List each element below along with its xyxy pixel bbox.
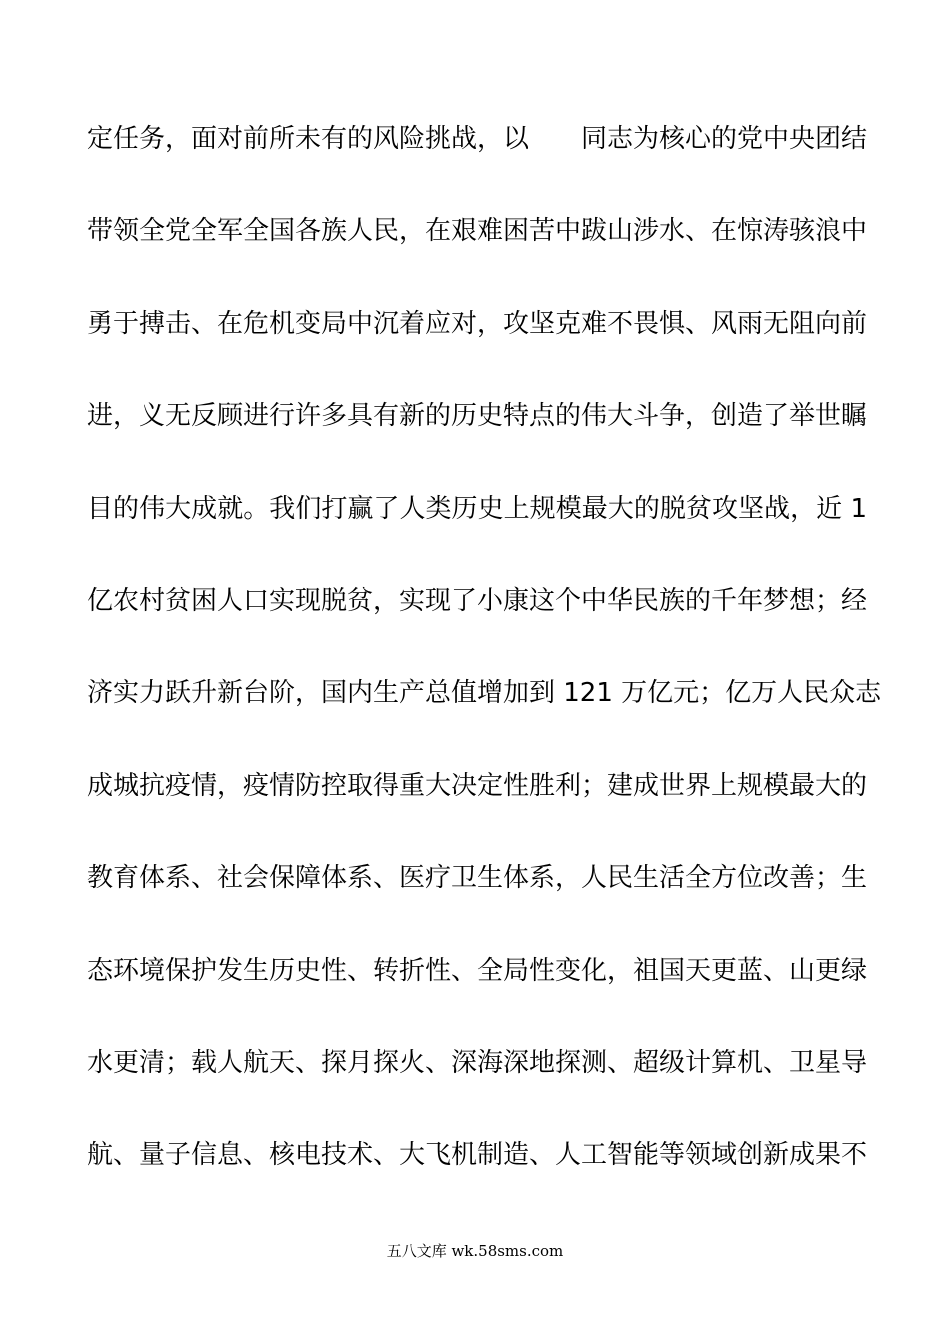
text-line: 水更清；载人航天、探月探火、深海深地探测、超级计算机、卫星导 <box>87 1047 868 1078</box>
text-line: 定任务，面对前所未有的风险挑战，以 同志为核心的党中央团结 <box>87 124 868 154</box>
text-line: 航、量子信息、核电技术、大飞机制造、人工智能等领域创新成果不 <box>87 1140 868 1171</box>
body-text <box>87 108 882 1217</box>
text-line: 态环境保护发生历史性、转折性、全局性变化，祖国天更蓝、山更绿 <box>87 955 868 986</box>
text-line: 勇于搏击、在危机变局中沉着应对，攻坚克难不畏惧、风雨无阻向前 <box>87 308 868 339</box>
text-line: 目的伟大成就。我们打赢了人类历史上规模最大的脱贫攻坚战，近 1 <box>87 493 867 524</box>
footer-watermark: 五八文库 wk.58sms.com <box>386 1242 564 1260</box>
text-line: 亿农村贫困人口实现脱贫，实现了小康这个中华民族的千年梦想；经 <box>87 585 868 616</box>
text-line: 带领全党全军全国各族人民，在艰难困苦中跋山涉水、在惊涛骇浪中 <box>87 216 868 247</box>
text-line: 济实力跃升新台阶，国内生产总值增加到 121 万亿元；亿万人民众志 <box>87 678 882 709</box>
text-line: 成城抗疫情，疫情防控取得重大决定性胜利；建成世界上规模最大的 <box>87 770 868 801</box>
text-line: 教育体系、社会保障体系、医疗卫生体系，人民生活全方位改善；生 <box>87 863 868 894</box>
text-line: 进，义无反顾进行许多具有新的历史特点的伟大斗争，创造了举世瞩 <box>87 401 868 432</box>
